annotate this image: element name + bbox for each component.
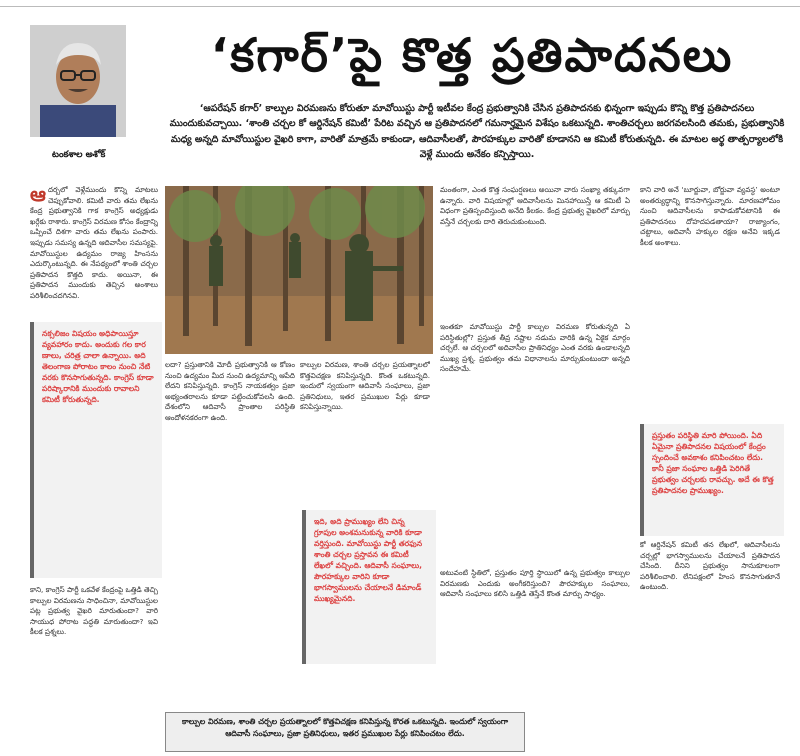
headline: ‘కగార్’పై కొత్త ప్రతిపాదనలు [210,28,734,82]
column-5-top: కాని వారి అనే ‘బూర్జువా, బోర్జువా వ్యవస్థ’ అంటూ అంతర్యుద్ధాన్ని కొనసాగిస్తున్నారు. మారణహోమం నుంచి ఆదివాసీలను కాపాడుకోవటానికి ఈ ప్రతిపాదనలు దోహదపడతాయా? రాజ్యాంగం, చట్టాలు, ఆదివాసీ హక్కుల రక్షణ అనేవి ఇక్కడ కీలక అంశాలు. [640,185,780,247]
top-rule [0,6,800,7]
bottom-pull-quote: కాల్పుల విరమణ, శాంతి చర్చల ప్రయత్నాలలో కొత్తవిచక్షణ కనిపిస్తున్న కొరత ఒకటున్నది. ఇందులో స్వయంగా ఆదివాసీ సంఘాలు, ప్రజా ప్రతినిధులు, ఇతర ప్రముఖుల పేర్లు కనిపించటం లేదు. [165,712,525,752]
column-5-pull-quote: ప్రస్తుతం పరిస్థితి మారి పోయింది. ఏది ఏమైనా ప్రతిపాదనల విషయంలో కేంద్రం స్పందించే అవకాశం కనిపించటం లేదు. కానీ ప్రజా సంఘాల ఒత్తిడి పెరిగితే ప్రభుత్వం చర్చలకు రావచ్చు. అదే ఈ కొత్త ప్రతిపాదనల ప్రాముఖ్యం. [640,424,784,536]
article-photo [165,186,433,354]
column-4-body: ఇంతకూ మావోయిస్టు పార్టీ కాల్పుల విరమణ కోరుతున్నది ఏ పరిస్థితుల్లో? ప్రస్తుత తీవ్ర నష్టాల నడుమ వారికి ఉన్న ఏకైక మార్గం చర్చలే. ఆ చర్చలలో అదివాసీల ప్రాతినిధ్యం ఎంత వరకు ఉండాలన్నది ముఖ్య ప్రశ్న. ప్రభుత్వం తమ విధానాలను మార్చుకుంటుందా అన్నది సందేహమే. [440,322,630,374]
author-portrait-illustration [30,25,126,137]
author-name: టంకశాల అశోక్ [52,150,106,160]
author-photo [30,25,126,137]
column-2-body: లదా? ప్రస్తుతానికి మోదీ ప్రభుత్వానికి ఆ కోణం నుంచి ఉద్యమం మీద నుంచి ఉద్యమాన్ని ఆపేది లేదని కనిపిస్తున్నది. కాంగ్రెస్ నాయకత్వం ప్రజా అభ్యంతరాలను కూడా పట్టించుకోవలసి ఉంది. దేశంలోని ఆదివాసీ ప్రాంతాల పరిస్థితి ఆందోళనకరంగా ఉంది. [165,360,295,422]
column-1-body-text: ఇప్పుడు సమస్య ఉన్నది ఆదివాసీల సమస్యపై. మావోయిస్టుల ఉద్యమం రాజ్య హింసను ఎదుర్కొంటున్నది. ఈ నేపథ్యంలో శాంతి చర్చల ప్రతిపాదన కొత్తది కాదు. అయినా, ఈ ప్రతిపాదన ముందుకు తెచ్చిన అంశాలు పరిశీలించదగినవి. [30,237,158,300]
column-1-tail: కాని, కాంగ్రెస్ పార్టీ ఒకవేళ కేంద్రంపై ఒత్తిడి తెచ్చి కాల్పుల విరమణను సాధించినా, మావోయిస్టుల పట్ల ప్రభుత్వ వైఖరి మారుతుందా? వారి సాయుధ పోరాట పద్ధతి మారుతుందా? ఇవి కీలక ప్రశ్నలు. [30,585,158,637]
forest-soldiers-illustration [165,186,433,354]
standfirst: ‘ఆపరేషన్ కగార్’ కాల్పుల విరమణను కోరుతూ మావోయిస్టు పార్టీ ఇటీవల కేంద్ర ప్రభుత్వానికి చేసిన ప్రతిపాదనకు భిన్నంగా ఇప్పుడు కొన్ని కొత్త ప్రతిపాదనలు ముందుకువచ్చాయి. ‘శాంతి చర్చల కో ఆర్డినేషన్ కమిటీ’ పేరిట వచ్చిన ఆ ప్రతిపాదనలో గమనార్హమైన విశేషం ఒకటున్నది. శాంతిచర్చలు జరగవలసింది తమకు, ప్రభుత్వానికి మధ్య అన్నది మావోయిస్టుల వైఖరి కాగా, వారితో మాత్రమే కాకుండా, ఆదివాసీలతో, పౌరహక్కుల వారితో కూడానని ఆ కమిటీ కోరుతున్నది. ఈ మాటల అర్థ తాత్పర్యాలలోకి వెళ్లే ముందు అనేకం కన్పిస్తాయి. [169,103,785,161]
column-4-tail: అటువంటి స్థితిలో, ప్రస్తుతం పూర్తి స్థాయిలో ఉన్న ప్రభుత్వం కాల్పుల విరమణకు ఎందుకు అంగీకరిస్తుంది? పౌరహక్కుల సంఘాలు, ఆదివాసీ సంఘాలు కలిసి ఒత్తిడి తెస్తేనే కొంత మార్పు సాధ్యం. [440,568,630,599]
column-4-top: మంతంగా, ఎంత కొత్త సంఘర్షణలు అయినా వారు సంఖ్యా తక్కువగా ఉన్నారు. వారి విషయాల్లో ఆదివాసీలను మినహాయిస్తే ఆ కమిటీ ఏ విధంగా ప్రతిస్పందిస్తుంది అనేది కీలకం. కేంద్ర ప్రభుత్వ వైఖరిలో మార్పు వస్తేనే చర్చలకు దారి తెరుచుకుంటుంది. [440,185,630,226]
column-3-body: కాల్పుల విరమణ, శాంతి చర్చల ప్రయత్నాలలో కొత్తవిచక్షణ కనిపిస్తున్నది. కొంత ఒకటున్నది. ఇందులో స్వయంగా ఆదివాసీ సంఘాలు, ప్రజా ప్రతినిధులు, ఇతర ప్రముఖుల పేర్లు కూడా కనిపిస్తున్నాయి. [300,360,430,412]
column-3-pull-quote: ఇది, అది ప్రాముఖ్యం లేని చిన్న గ్రూపుల అంశమనుకున్న వారికి కూడా వర్తిస్తుంది. మావోయిస్టు పార్టీ తరఫున శాంతి చర్చల ప్రస్తావన ఈ కమిటీ లేఖలో వచ్చింది. ఆదివాసీ సంఘాలు, పౌరహక్కుల వారిని కూడా భాగస్వాములను చేయాలనే డిమాండ్ ముఖ్యమైనది. [302,510,436,664]
column-1-intro [30,185,158,310]
column-1-pull-quote: నక్సలిజం విషయం అధిపాయిస్తూ వ్యవహారం కాదు. అందుకు గల కార ణాలు, చరిత్ర చాలా ఉన్నాయి. అది తెలంగాణ పోరాటం కాలం నుంచి నేటి వరకు కొనసాగుతున్నది. కాంగ్రెస్ కూడా పరిష్కారానికి ముందుకు రావాలని కమిటీ కోరుతున్నది. [30,322,162,578]
column-5-tail: కో ఆర్డినేషన్ కమిటీ తన లేఖలో, ఆదివాసీలను చర్చల్లో భాగస్వాములను చేయాలనే ప్రతిపాదన చేసింది. దీనిని ప్రభుత్వం సానుకూలంగా పరిశీలించాలి. లేనిపక్షంలో హింస కొనసాగుతూనే ఉంటుంది. [640,540,780,592]
column-1-intro-text: దర్బలో వెళ్లేముందు కొన్ని మాటలు చెప్పుకోవాలి. కమిటీ వారు తమ లేఖను కేంద్ర ప్రభుత్వానికి గాక కాంగ్రెస్ అధ్యక్షుడు ఖర్గేకు రాశారు. కాంగ్రెస్ విరమణ కోసం కేంద్రాన్ని ఒప్పించే దిశగా వారు తమ లేఖను పంపారు. [30,185,158,237]
drop-cap: ఆ [30,185,46,206]
